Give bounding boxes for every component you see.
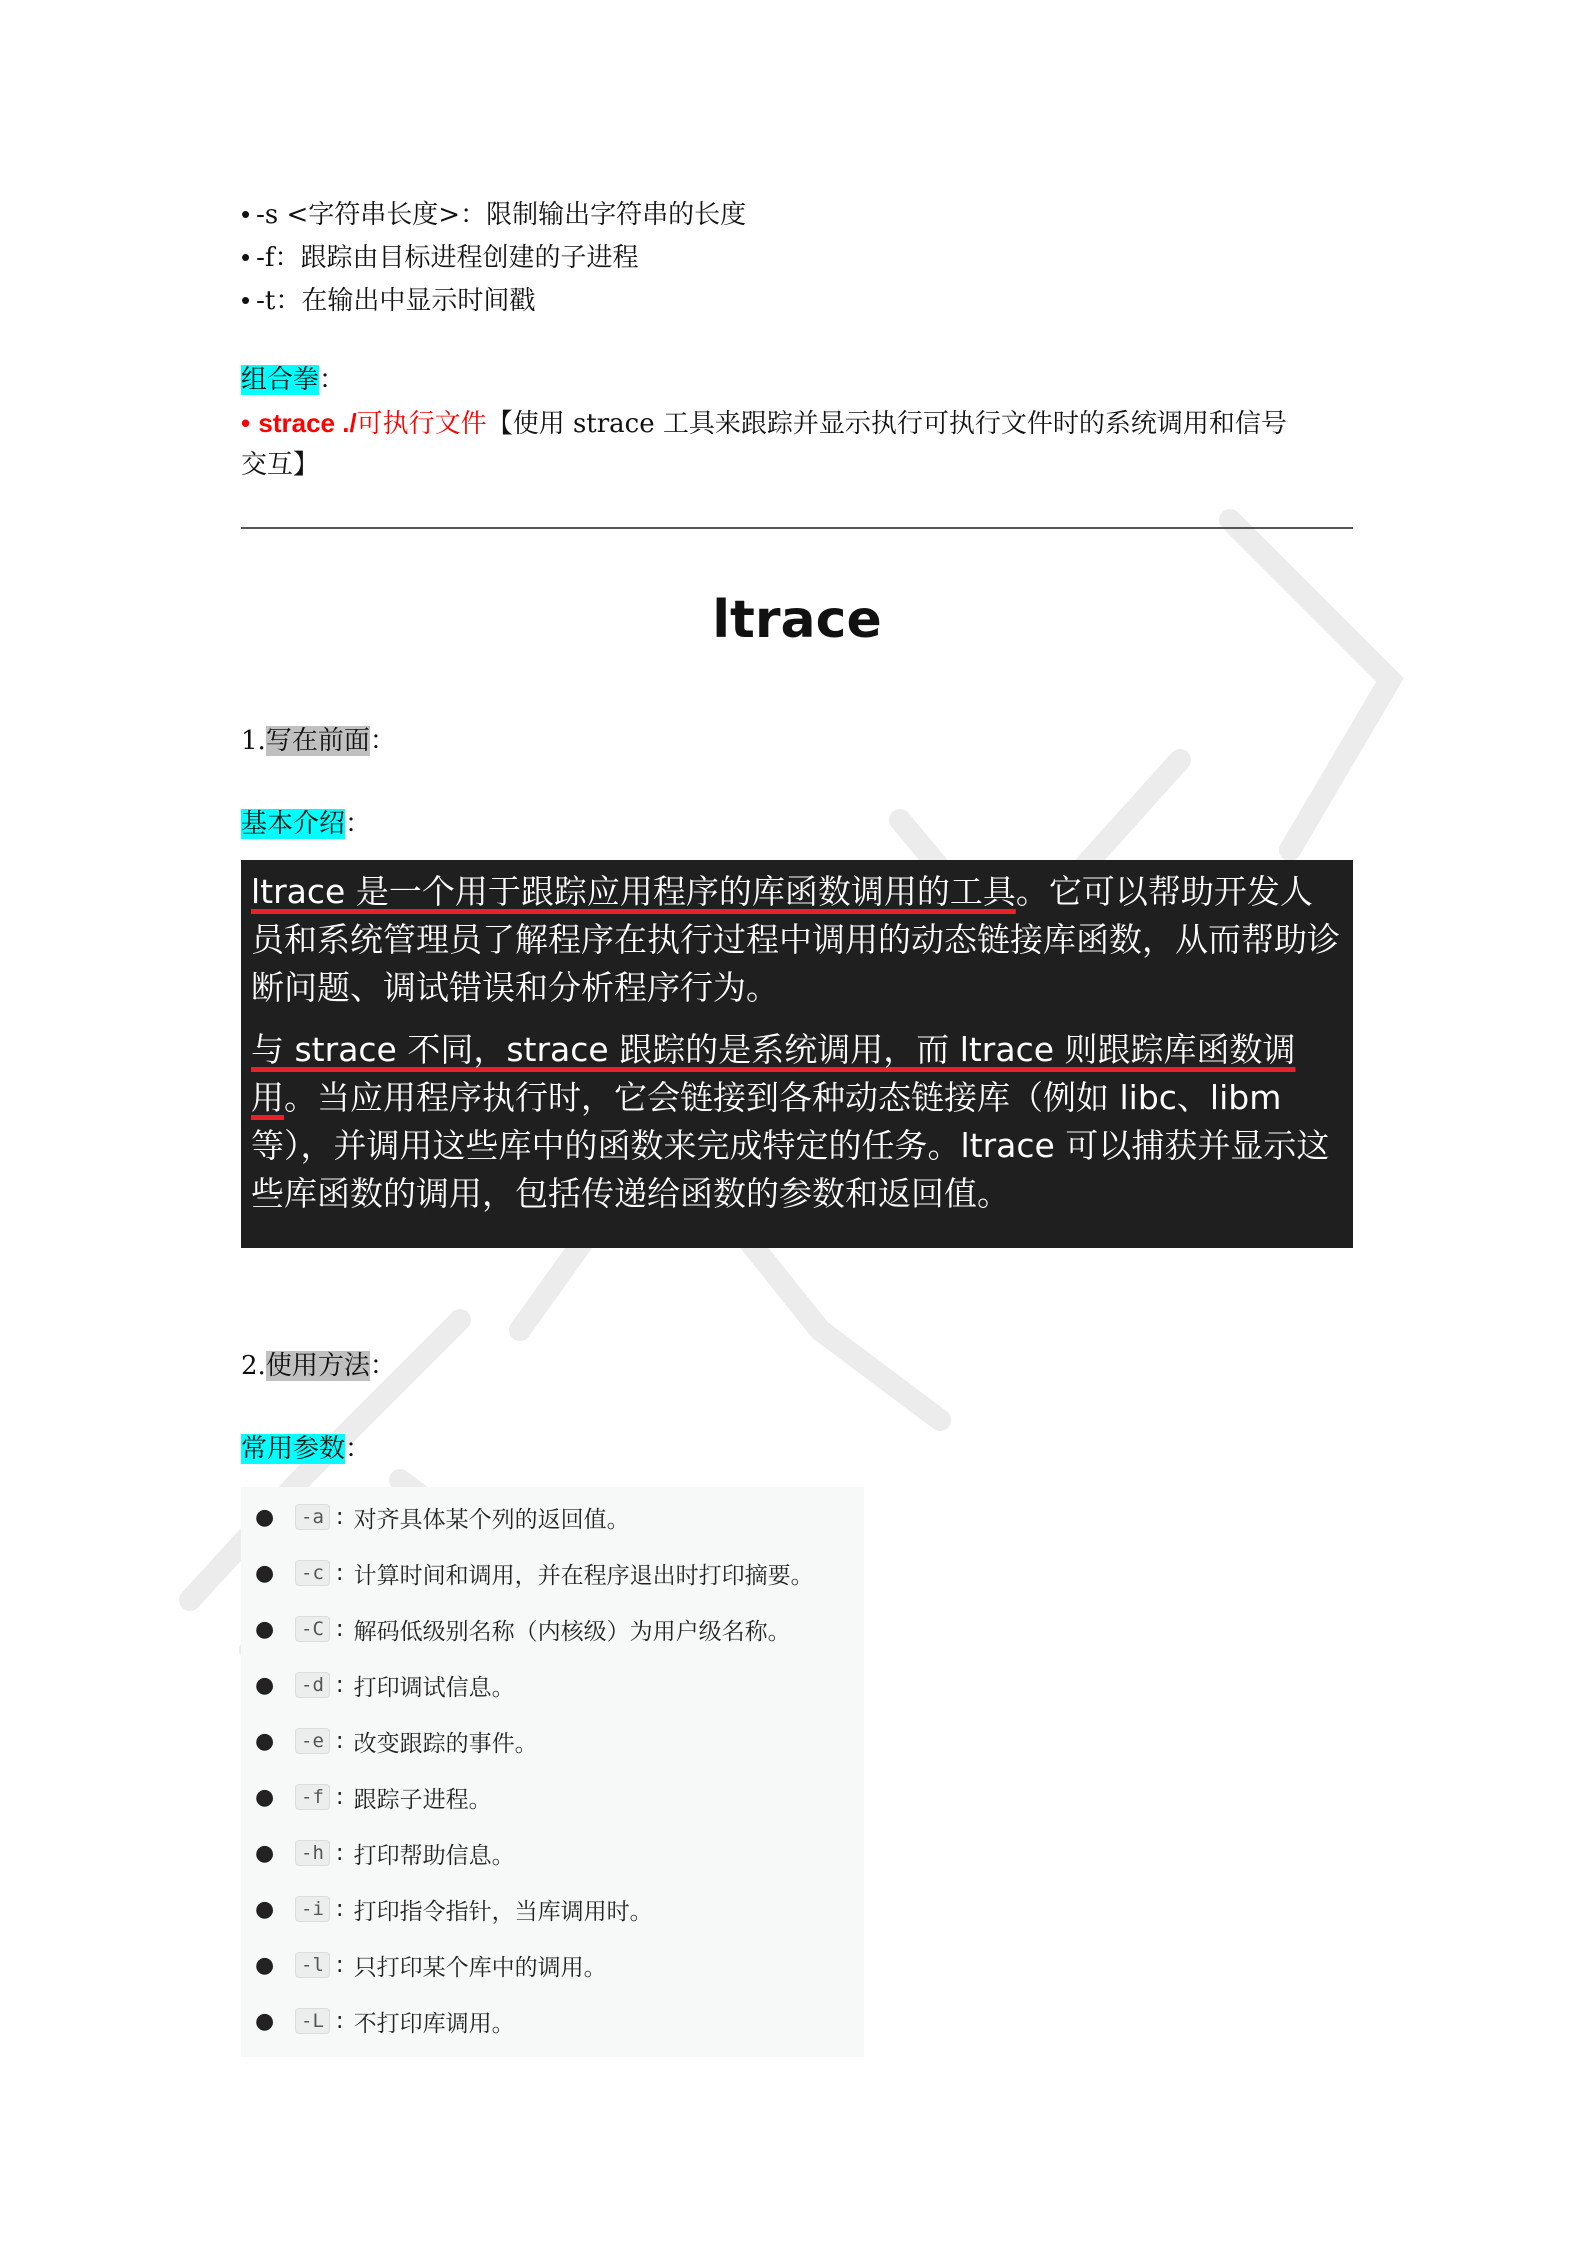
section-1-heading (241, 720, 396, 757)
param-flag: -a (295, 1504, 330, 1530)
intro-heading-colon: ： (345, 809, 372, 839)
combo-command-cjk: 可执行文件 (356, 409, 487, 439)
list-item (241, 1601, 864, 1657)
list-item (241, 1545, 864, 1601)
section-2-number: 2. (241, 1351, 266, 1381)
param-flag: -e (295, 1728, 330, 1754)
param-flag: -L (295, 2008, 330, 2034)
combo-heading-label: 组合拳 (241, 365, 320, 395)
list-item (241, 1769, 864, 1825)
params-list (241, 1487, 864, 2057)
section-divider (241, 527, 1353, 529)
bullet-icon: ● (255, 2008, 275, 2034)
params-heading-colon: ： (345, 1434, 372, 1464)
param-desc: 计算时间和调用，并在程序退出时打印摘要。 (353, 1562, 814, 1589)
params-heading (241, 1428, 371, 1465)
section-1-colon: ： (369, 726, 396, 756)
param-colon: : (335, 1504, 344, 1530)
option-text: -s <字符串长度>：限制输出字符串的长度 (256, 200, 747, 230)
param-desc: 不打印库调用。 (353, 2010, 515, 2037)
combo-description: 【使用 strace 工具来跟踪并显示执行可执行文件时的系统调用和信号 (486, 409, 1287, 439)
list-item (241, 1937, 864, 1993)
section-2-heading (241, 1345, 396, 1382)
bullet-icon: ● (255, 1784, 275, 1810)
bullet-icon: ● (255, 1616, 275, 1642)
list-item (241, 1825, 864, 1881)
combo-heading-colon: ： (319, 365, 346, 395)
bullet-icon: ● (255, 1728, 275, 1754)
intro-paragraph-2-rest: 。当应用程序执行时，它会链接到各种动态链接库（例如 libc、libm 等），并调用这些库中的函数来完成特定的任务。ltrace 可以捕获并显示这些库函数的调用，包括传递给函数的参数和返回值。 (251, 1078, 1330, 1213)
bullet-icon: ● (255, 1504, 275, 1530)
param-flag: -h (295, 1840, 330, 1866)
option-item (241, 279, 746, 322)
intro-paragraph-1-rest: 。它可以帮助开发人员和系统管理员了解程序在执行过程中调用的动态链接库函数，从而帮助诊断问题、调试错误和分析程序行为。 (251, 872, 1340, 1007)
param-desc: 对齐具体某个列的返回值。 (353, 1506, 630, 1533)
section-2-colon: ： (369, 1351, 396, 1381)
param-colon: : (335, 1616, 344, 1642)
intro-screenshot (241, 860, 1353, 1248)
param-desc: 打印帮助信息。 (353, 1842, 515, 1869)
section-1-number: 1. (241, 726, 266, 756)
param-colon: : (335, 1952, 344, 1978)
intro-paragraph-1 (251, 868, 1343, 1012)
bullet-icon: • (241, 242, 251, 272)
list-item (241, 1657, 864, 1713)
intro-paragraph-2 (251, 1026, 1343, 1218)
param-colon: : (335, 1784, 344, 1810)
bullet-icon: • (241, 408, 251, 438)
list-item (241, 1993, 864, 2049)
intro-heading (241, 803, 371, 840)
param-desc: 解码低级别名称（内核级）为用户级名称。 (353, 1618, 791, 1645)
param-colon: : (335, 1896, 344, 1922)
section-1-label: 写在前面 (265, 726, 370, 756)
bullet-icon: ● (255, 1952, 275, 1978)
option-item (241, 193, 746, 236)
list-item (241, 1489, 864, 1545)
combo-heading (241, 360, 345, 401)
param-flag: -f (295, 1784, 330, 1810)
param-desc: 跟踪子进程。 (353, 1786, 492, 1813)
combo-command (241, 403, 1353, 486)
option-text: -f：跟踪由目标进程创建的子进程 (256, 243, 639, 273)
param-flag: -d (295, 1672, 330, 1698)
param-flag: -C (295, 1616, 330, 1642)
intro-paragraph-2-underlined: 与 strace 不同，strace 跟踪的是系统调用，而 ltrace 则跟踪库函数调用 (251, 1030, 1296, 1117)
intro-paragraph-1-underlined: ltrace 是一个用于跟踪应用程序的库函数调用的工具 (251, 872, 1016, 911)
combo-description-cont: 交互】 (241, 450, 320, 480)
param-flag: -c (295, 1560, 330, 1586)
option-item (241, 236, 746, 279)
params-heading-label: 常用参数 (241, 1434, 346, 1464)
combo-command-latin: strace ./ (258, 408, 357, 438)
param-colon: : (335, 1672, 344, 1698)
param-flag: -l (295, 1952, 330, 1978)
page-title: ltrace (712, 590, 882, 650)
bullet-icon: ● (255, 1560, 275, 1586)
list-item (241, 1713, 864, 1769)
bullet-icon: • (241, 199, 251, 229)
section-2-label: 使用方法 (265, 1351, 370, 1381)
param-desc: 打印指令指针，当库调用时。 (353, 1898, 653, 1925)
param-desc: 只打印某个库中的调用。 (353, 1954, 607, 1981)
param-colon: : (335, 1560, 344, 1586)
bullet-icon: • (241, 285, 251, 315)
bullet-icon: ● (255, 1840, 275, 1866)
param-colon: : (335, 1728, 344, 1754)
param-flag: -i (295, 1896, 330, 1922)
param-desc: 改变跟踪的事件。 (353, 1730, 538, 1757)
bullet-icon: ● (255, 1672, 275, 1698)
param-desc: 打印调试信息。 (353, 1674, 515, 1701)
param-colon: : (335, 1840, 344, 1866)
bullet-icon: ● (255, 1896, 275, 1922)
option-list (241, 193, 746, 322)
param-colon: : (335, 2008, 344, 2034)
list-item (241, 1881, 864, 1937)
intro-heading-label: 基本介绍 (241, 809, 346, 839)
option-text: -t：在输出中显示时间戳 (256, 286, 536, 316)
